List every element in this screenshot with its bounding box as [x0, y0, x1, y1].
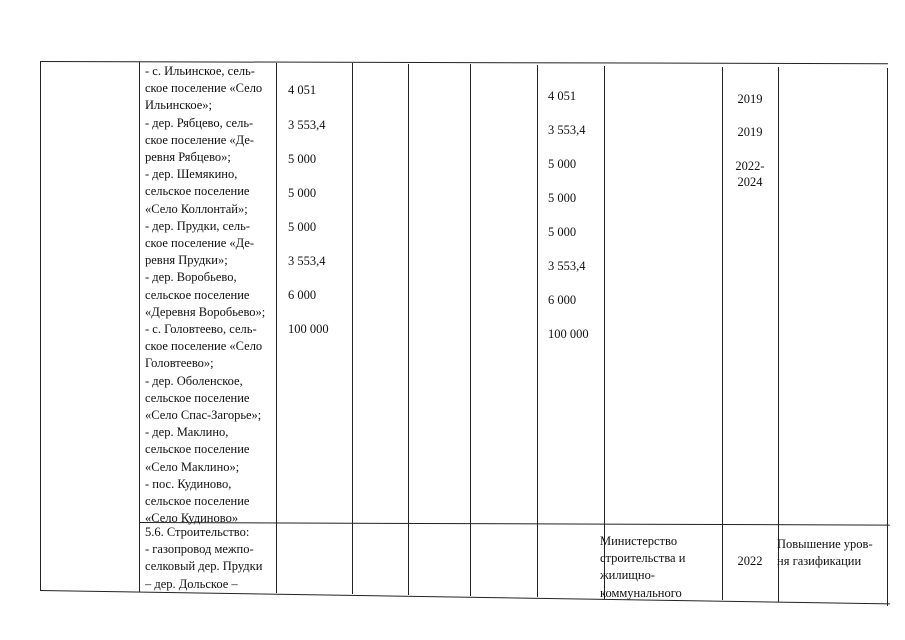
amount-cell: 5 000 — [548, 225, 577, 239]
col-border — [887, 68, 888, 606]
col-border — [139, 62, 140, 592]
amount-cell: 5 000 — [288, 220, 317, 234]
amount-cell: 3 553,4 — [548, 259, 586, 273]
col-border — [604, 66, 605, 599]
year-cell: 2019 — [737, 92, 763, 106]
col-border — [408, 64, 409, 595]
col-border — [722, 67, 723, 600]
amount-cell: 4 051 — [548, 89, 577, 103]
year-cell: 2022 — [737, 554, 763, 568]
amount-cell: 3 553,4 — [288, 118, 326, 132]
amount-cell: 100 000 — [548, 327, 589, 341]
amount-cell: 6 000 — [548, 293, 577, 307]
year-cell: 2019 — [737, 125, 763, 139]
col-border — [352, 63, 353, 594]
amount-cell: 3 553,4 — [548, 123, 586, 137]
settlements-list: - с. Ильинское, сель- ское поселение «Село Ильинское»; - дер. Рябцево, сель- ское поселение «Де- ревня Рябцево»; - дер. Шемякино, сельское поселение «Село Коллонтай»; - дер. Прудки, сель- ское поселение «Де- ревня Прудки»; - дер. Воробьево, сельское поселение «Деревня Воробьево»; - с. Головтеево, сель- ское поселение «Село Головтеево»; - дер. Оболенское, сельское поселение «Село Спас-Загорье»; - дер. Маклино, сельское поселение «Село Маклино»; - пос. Кудиново, сельское поселение «Село Кудиново» — [145, 64, 266, 526]
amount-cell: 5 000 — [548, 157, 577, 171]
amount-cell: 6 000 — [288, 288, 317, 302]
amount-cell: 4 051 — [288, 83, 317, 97]
col-border — [537, 65, 538, 597]
amount-cell: 3 553,4 — [288, 254, 326, 268]
construction-item-description: 5.6. Строительство: - газопровод межпо- селковый дер. Прудки – дер. Дольское – — [145, 525, 263, 591]
amount-cell: 100 000 — [288, 322, 329, 336]
year-cell: 2022- 2024 — [735, 159, 765, 189]
amount-cell: 5 000 — [288, 152, 317, 166]
amount-cell: 5 000 — [548, 191, 577, 205]
col-border — [276, 63, 277, 593]
executor-cell: Министерство строительства и жилищно- коммунального — [600, 534, 686, 600]
amount-cell: 5 000 — [288, 186, 317, 200]
col-border — [470, 64, 471, 596]
col-border — [778, 67, 779, 602]
result-cell: Повышение уров- ня газификации — [777, 537, 873, 569]
col-border — [40, 61, 41, 591]
